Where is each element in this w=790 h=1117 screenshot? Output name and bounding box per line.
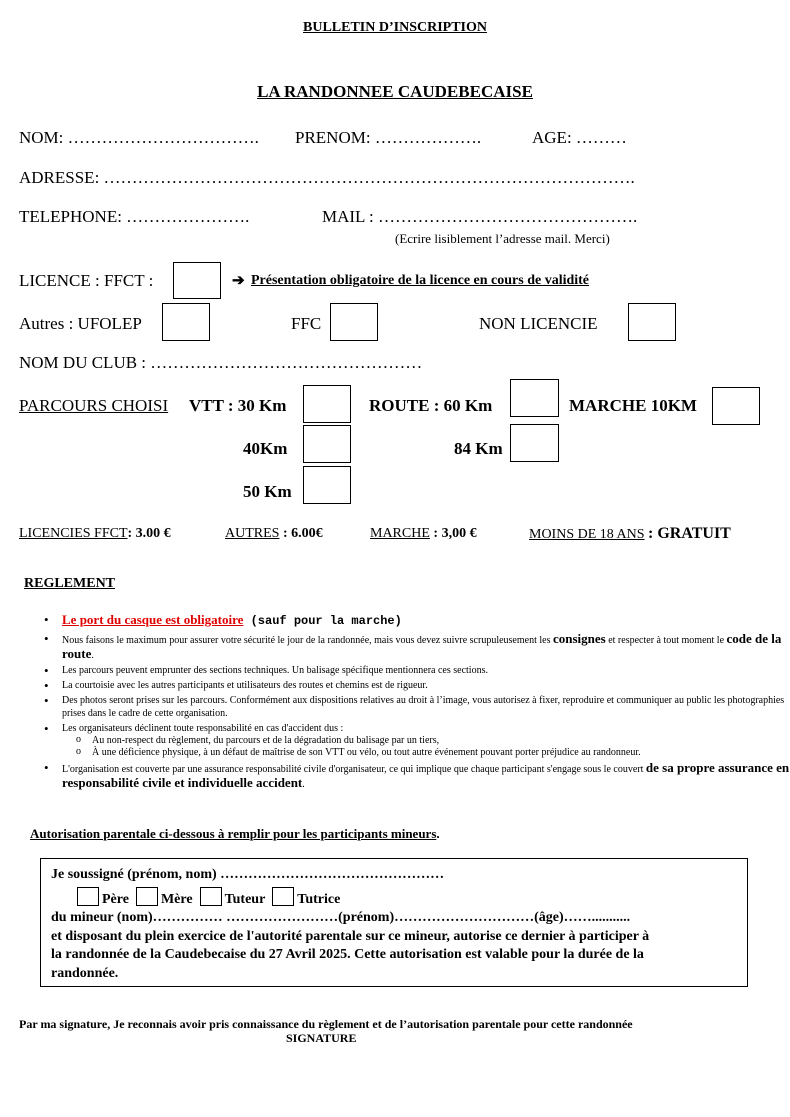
autorisation-title: [30, 826, 440, 842]
autorisation-box: [40, 858, 748, 987]
autorisation-title-end: .: [436, 826, 440, 841]
tarif-autres: [225, 526, 323, 542]
rule-courtoisie: • La courtoisie avec les autres participants et utilisateurs des routes et chemins est de rigueur.: [62, 679, 790, 692]
tarif-marche-price: : 3,00 €: [433, 526, 477, 541]
tarif-marche-label: MARCHE: [370, 526, 430, 541]
tarif-autres-price: : 6.00€: [282, 526, 323, 541]
rule-casque: [62, 612, 790, 629]
vtt-40-checkbox[interactable]: [303, 425, 351, 463]
autorisation-soussigne[interactable]: Je soussigné (prénom, nom) …………………………………………: [51, 867, 445, 882]
parcours-label: PARCOURS CHOISI: [19, 396, 169, 415]
autorisation-text-1: et disposant du plein exercice de l'autorité parentale sur ce mineur, autorise ce dernier à participer à: [51, 929, 650, 944]
autorisation-text-2: la randonnée de la Caudebecaise du 27 Avril 2025. Cette autorisation est valable pour la durée de la: [51, 947, 644, 962]
licence-ffct-label: LICENCE : FFCT :: [19, 271, 154, 290]
vtt-40-label: 40Km: [243, 439, 288, 458]
autorisation-mineur[interactable]: du mineur (nom)…………… ……………………(prénom)…………………………(âge)……...........: [51, 910, 631, 925]
route-60-label: ROUTE : 60 Km: [369, 396, 493, 415]
tuteur-label: Tuteur: [224, 892, 266, 907]
tarif-licencies-label: LICENCIES FFCT: [19, 526, 128, 541]
rule-casque-note: (sauf pour la marche): [243, 614, 402, 628]
rule-consignes-text: Nous faisons le maximum pour assurer votre sécurité le jour de la randonnée, mais vous devez suivre scrupuleusement les: [62, 635, 553, 646]
pere-label: Père: [102, 892, 129, 907]
licence-ffct-checkbox[interactable]: [173, 262, 221, 299]
tarif-licencies: [19, 526, 171, 542]
route-84-checkbox[interactable]: [510, 424, 559, 462]
club-field[interactable]: NOM DU CLUB : …………………………………………: [19, 353, 423, 372]
vtt-50-label: 50 Km: [243, 482, 292, 501]
rule-assurance: [62, 761, 790, 791]
tarif-autres-label: AUTRES: [225, 526, 280, 541]
ufolep-checkbox[interactable]: [162, 303, 210, 341]
mere-checkbox[interactable]: [136, 887, 158, 906]
vtt-30-checkbox[interactable]: [303, 385, 351, 423]
non-licencie-checkbox[interactable]: [628, 303, 676, 341]
reglement-list: [40, 612, 790, 793]
mail-field[interactable]: MAIL : ……………………………………….: [322, 207, 638, 226]
tutrice-checkbox[interactable]: [272, 887, 294, 906]
rule-casque-text: Le port du casque est obligatoire: [62, 612, 244, 627]
route-84-label: 84 Km: [454, 439, 503, 458]
ufolep-label: Autres : UFOLEP: [19, 314, 142, 333]
rule-responsabilite-text: Les organisateurs déclinent toute responsabilité en cas d'accident dus :: [62, 723, 344, 734]
pere-checkbox[interactable]: [77, 887, 99, 906]
tarif-mineurs: [529, 525, 731, 543]
reglement-title: REGLEMENT: [24, 576, 116, 591]
licence-note: Présentation obligatoire de la licence en cours de validité: [251, 273, 590, 288]
rule-responsabilite-sublist: [62, 735, 790, 759]
telephone-field[interactable]: TELEPHONE: ………………….: [19, 207, 250, 226]
prenom-field[interactable]: PRENOM: ……………….: [295, 128, 482, 147]
rule-code-route: code de la route: [62, 631, 782, 661]
marche-label: MARCHE 10KM: [569, 396, 697, 415]
rule-consignes-text2: et respecter à tout moment le: [605, 635, 727, 646]
tuteur-checkbox[interactable]: [200, 887, 222, 906]
rule-responsabilite: [62, 722, 790, 759]
rule-sub-reglement: o Au non-respect du règlement, du parcours et de la dégradation du balisage par un tiers,: [92, 735, 790, 747]
signature-label[interactable]: SIGNATURE: [286, 1031, 357, 1045]
rule-consignes-bold: consignes: [552, 631, 606, 646]
vtt-30-label: VTT : 30 Km: [189, 396, 287, 415]
autorisation-role-row: [77, 887, 340, 908]
rule-parcours: • Les parcours peuvent emprunter des sections techniques. Un balisage spécifique mentionnera ces sections.: [62, 664, 790, 677]
route-60-checkbox[interactable]: [510, 379, 559, 417]
tarif-marche: [370, 526, 477, 542]
tarif-licencies-price: : 3.00 €: [127, 526, 171, 541]
marche-checkbox[interactable]: [712, 387, 760, 425]
rule-consignes: [62, 632, 790, 662]
tarif-mineurs-label: MOINS DE 18 ANS: [529, 527, 645, 542]
nom-field[interactable]: NOM: …………………………….: [19, 128, 259, 147]
rule-photos: • Des photos seront prises sur les parcours. Conformément aux dispositions relatives au droit à l’image, vous autorisez à fixer, reproduire et communiquer au public les photographies prises dans le cadre de cette organisation.: [62, 694, 790, 720]
mail-note: (Ecrire lisiblement l’adresse mail. Merci): [395, 231, 610, 246]
rule-assurance-bold: de sa propre assurance en responsabilité civile et individuelle accident: [62, 760, 790, 790]
age-field[interactable]: AGE: ………: [532, 128, 627, 147]
rule-assurance-end: .: [302, 779, 305, 790]
rule-sub-deficience: o À une déficience physique, à un défaut de maîtrise de son VTT ou vélo, ou tout autre événement pouvant porter préjudice au randonneur.: [92, 747, 790, 759]
adresse-field[interactable]: ADRESSE: ………………………………………………………………………………….: [19, 168, 635, 187]
tarif-mineurs-price: : GRATUIT: [648, 525, 731, 542]
form-title: BULLETIN D’INSCRIPTION: [303, 20, 487, 35]
vtt-50-checkbox[interactable]: [303, 466, 351, 504]
autorisation-text-3: randonnée.: [51, 966, 119, 981]
autorisation-title-text: Autorisation parentale ci-dessous à remplir pour les participants mineurs: [30, 826, 437, 841]
tutrice-label: Tutrice: [297, 892, 341, 907]
rule-consignes-end: .: [91, 650, 94, 661]
rule-assurance-text: L'organisation est couverte par une assurance responsabilité civile d'organisateur, ce qui implique que chaque participant s'engage sous le couvert: [62, 764, 646, 775]
event-title: LA RANDONNEE CAUDEBECAISE: [257, 82, 533, 101]
arrow-icon: ➔: [232, 273, 245, 289]
mere-label: Mère: [160, 892, 193, 907]
ffc-label: FFC: [291, 314, 322, 333]
signature-statement: Par ma signature, Je reconnais avoir pris connaissance du règlement et de l’autorisation parentale pour cette randonnée: [19, 1017, 633, 1031]
non-licencie-label: NON LICENCIE: [479, 314, 598, 333]
ffc-checkbox[interactable]: [330, 303, 378, 341]
